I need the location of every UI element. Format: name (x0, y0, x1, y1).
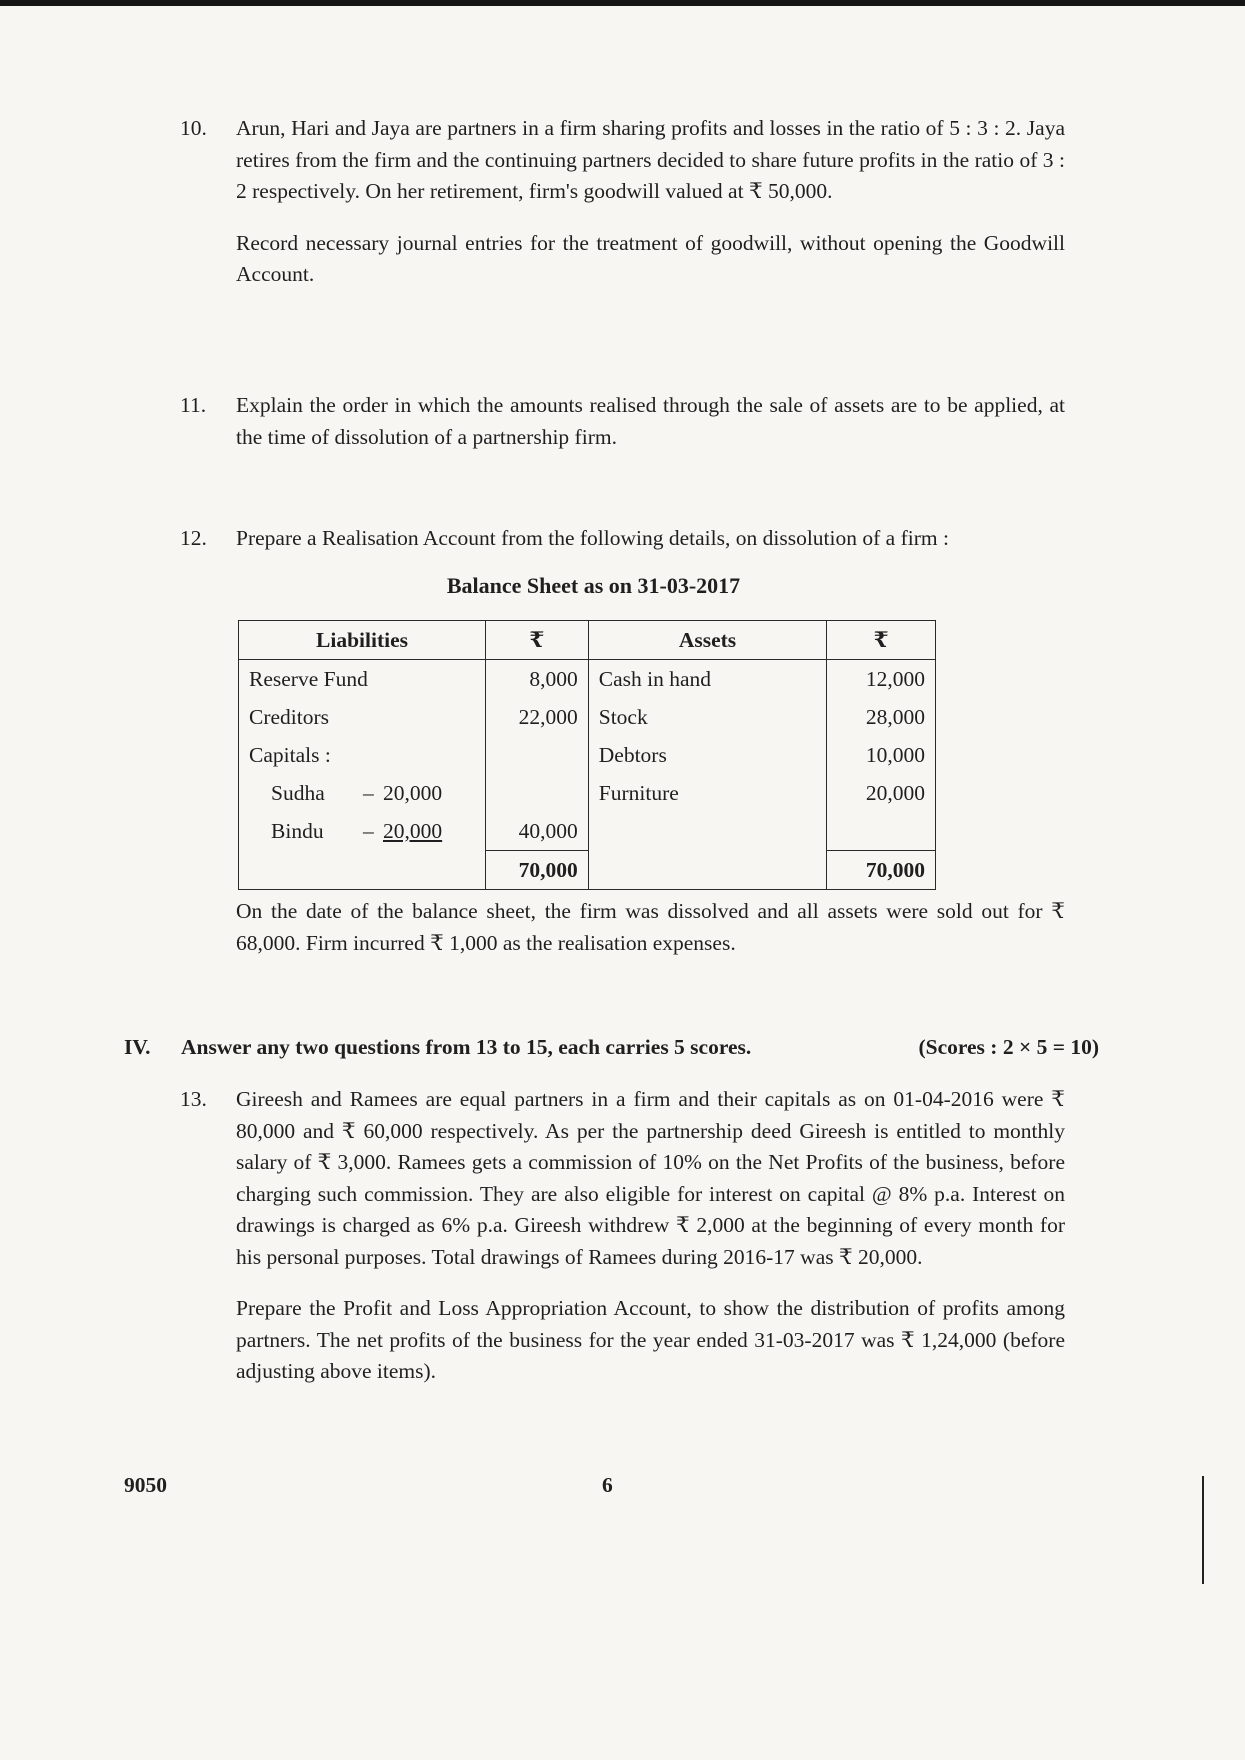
column-header: Liabilities (239, 621, 486, 660)
question-text: Explain the order in which the amounts realised through the sale of assets are to be applied, at the time of dissolution of a partnership firm. (236, 393, 1065, 449)
empty-cell (239, 851, 486, 890)
question-10 (180, 113, 1065, 291)
dash: – (363, 818, 374, 843)
question-12 (180, 523, 1065, 555)
asset-label: Stock (588, 698, 827, 736)
asset-amount: 20,000 (827, 774, 936, 812)
column-header: Assets (588, 621, 827, 660)
column-header: ₹ (827, 621, 936, 660)
question-number: 12. (180, 526, 207, 550)
asset-label: Furniture (588, 774, 827, 812)
liability-amount (486, 774, 589, 812)
table-row (239, 736, 936, 774)
question-13 (180, 1084, 1065, 1388)
table-row (239, 774, 936, 812)
table-total-row (239, 851, 936, 890)
section-number: IV. (124, 1035, 151, 1059)
total-assets: 70,000 (827, 851, 936, 890)
asset-amount: 12,000 (827, 660, 936, 699)
dash: – (363, 780, 374, 805)
liability-amount: 8,000 (486, 660, 589, 699)
question-number: 13. (180, 1087, 207, 1111)
question-text: Prepare the Profit and Loss Appropriation Account, to show the distribution of profits among partners. The net profits of the business for the year ended 31-03-2017 was ₹ 1,24,000 (before adjusting above items). (236, 1296, 1065, 1383)
asset-amount: 10,000 (827, 736, 936, 774)
table-row (239, 812, 936, 851)
question-number: 11. (180, 393, 207, 417)
liability-label: Reserve Fund (239, 660, 486, 699)
balance-sheet-title: Balance Sheet as on 31-03-2017 (446, 573, 741, 598)
asset-label (588, 812, 827, 851)
asset-amount (827, 812, 936, 851)
question-text: Record necessary journal entries for the treatment of goodwill, without opening the Goodwill Account. (236, 230, 1065, 286)
partner-name: Bindu (271, 818, 324, 843)
question-11 (180, 390, 1065, 453)
edge-mark (1202, 1476, 1204, 1584)
partner-capital: 20,000 (383, 780, 443, 805)
page-top-edge (0, 0, 1245, 6)
capital-cell (239, 774, 486, 812)
partner-name: Sudha (271, 780, 325, 805)
question-text: Arun, Hari and Jaya are partners in a firm sharing profits and losses in the ratio of 5 : 3 : 2. Jaya retires from the firm and the continuing partners decided to share future profits in the ratio of 3 : 2 respectively. On her retirement, firm's goodwill valued at ₹ 50,000. (236, 116, 1065, 203)
table-header-row (239, 621, 936, 660)
liability-label: Capitals : (239, 736, 486, 774)
paper-code: 9050 (124, 1473, 167, 1497)
question-12-note (180, 896, 1065, 959)
question-text: On the date of the balance sheet, the firm was dissolved and all assets were sold out for ₹ 68,000. Firm incurred ₹ 1,000 as the realisation expenses. (236, 899, 1065, 955)
liability-amount: 22,000 (486, 698, 589, 736)
table-row (239, 660, 936, 699)
question-text: Gireesh and Ramees are equal partners in a firm and their capitals as on 01-04-2016 were ₹ 80,000 and ₹ 60,000 respectively. As per the partnership deed Gireesh is entitled to monthly salary of ₹ 3,000. Ramees gets a commission of 10% on the Net Profits of the business, before charging such commission. They are also eligible for interest on capital @ 8% p.a. Interest on drawings is charged as 6% p.a. Gireesh withdrew ₹ 2,000 at the beginning of every month for his personal purposes. Total drawings of Ramees during 2016-17 was ₹ 20,000. (236, 1087, 1065, 1269)
asset-amount: 28,000 (827, 698, 936, 736)
partner-capital: 20,000 (383, 818, 443, 843)
capital-total: 40,000 (486, 812, 589, 851)
total-liabilities: 70,000 (486, 851, 589, 890)
question-number: 10. (180, 116, 207, 140)
column-header: ₹ (486, 621, 589, 660)
asset-label: Cash in hand (588, 660, 827, 699)
question-text: Prepare a Realisation Account from the following details, on dissolution of a firm : (236, 526, 949, 550)
empty-cell (588, 851, 827, 890)
table-row (239, 698, 936, 736)
asset-label: Debtors (588, 736, 827, 774)
balance-sheet-table (238, 620, 936, 890)
liability-label: Creditors (239, 698, 486, 736)
capital-cell (239, 812, 486, 851)
page-number: 6 (602, 1473, 613, 1497)
section-instruction: Answer any two questions from 13 to 15, each carries 5 scores. (181, 1035, 752, 1059)
liability-amount (486, 736, 589, 774)
section-score: (Scores : 2 × 5 = 10) (918, 1035, 1099, 1059)
